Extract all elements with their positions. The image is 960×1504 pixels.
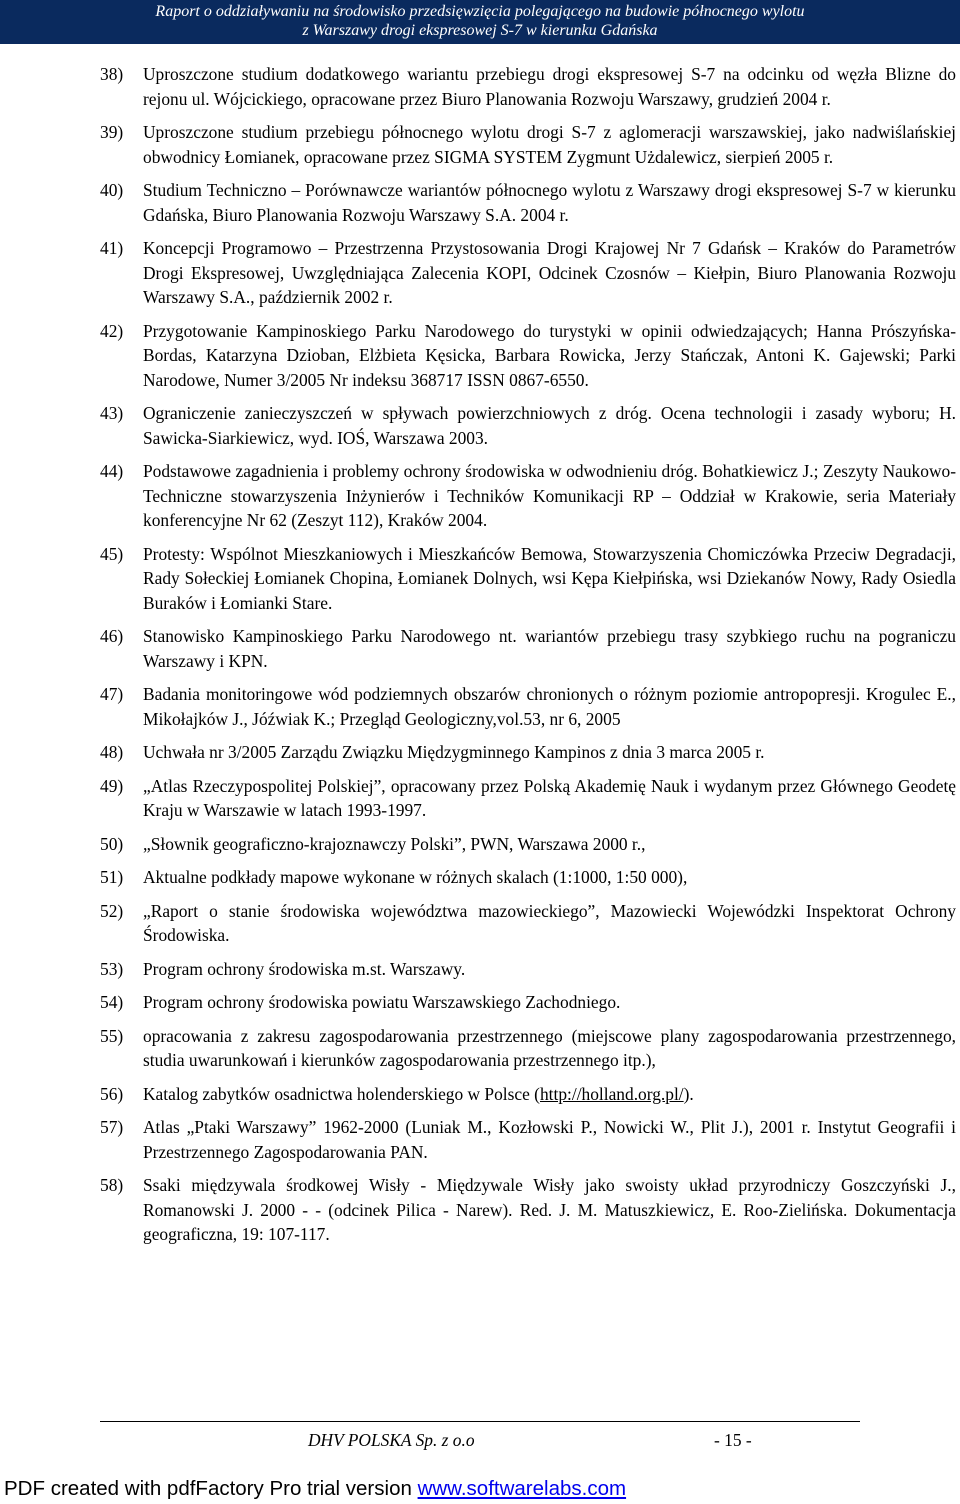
reference-item xyxy=(100,120,956,169)
pdf-creator-banner xyxy=(0,1474,960,1504)
reference-text: Protesty: Wspólnot Mieszkaniowych i Mieszkańców Bemowa, Stowarzyszenia Chomiczówka Przeciw Degradacji, Rady Sołeckiej Łomianek Chopina, Łomianek Dolnych, wsi Kępa Kiełpińska, wsi Dziekanów Nowy, Rady Osiedla Buraków i Łomianki Stare. xyxy=(143,543,956,613)
pdf-banner-text: PDF created with pdfFactory Pro trial version xyxy=(4,1477,418,1500)
reference-text: Ssaki międzywala środkowej Wisły - Międzywale Wisły jako swoisty układ przyrodniczy Goszczyński J., Romanowski J. 2000 - - (odcinek Pilica - Narew). Red. J. M. Matuszkiewicz, E. Roo-Zielińska. Dokumentacja geograficzna, 19: 107-117. xyxy=(143,1175,956,1244)
reference-text: „Słownik geograficzno-krajoznawczy Polski”, PWN, Warszawa 2000 r., xyxy=(143,833,646,854)
reference-item xyxy=(100,401,956,450)
reference-number: 43) xyxy=(100,403,124,423)
reference-item xyxy=(100,542,956,616)
reference-item xyxy=(100,774,956,823)
reference-list xyxy=(100,62,956,1256)
softwarelabs-link[interactable]: www.softwarelabs.com xyxy=(417,1477,627,1500)
reference-item xyxy=(100,865,956,890)
reference-number: 39) xyxy=(100,122,124,142)
reference-number: 41) xyxy=(100,238,124,258)
reference-item xyxy=(100,1024,956,1073)
reference-link[interactable]: http://holland.org.pl/ xyxy=(539,1083,684,1104)
reference-item xyxy=(100,62,956,111)
reference-number: 50) xyxy=(100,833,124,854)
reference-text: Ograniczenie zanieczyszczeń w spływach powierzchniowych z dróg. Ocena technologii i zasady wyboru; H. Sawicka-Siarkiewicz, wyd. IOŚ, Warszawa 2003. xyxy=(143,403,956,448)
reference-number: 46) xyxy=(100,626,124,646)
reference-text: Uproszczone studium przebiegu północnego wylotu drogi S-7 z aglomeracji warszawskiej, jako nadwiślańskiej obwodnicy Łomianek, opracowane przez SIGMA SYSTEM Zygmunt Użdalewicz, sierpień 2005 r. xyxy=(143,122,956,167)
document-header xyxy=(0,0,960,44)
reference-text: Podstawowe zagadnienia i problemy ochrony środowiska w odwodnieniu dróg. Bohatkiewicz J.; Zeszyty Naukowo-Techniczne stowarzyszenia Inżynierów i Techników Komunikacji RP – Oddział w Krakowie, seria Materiały konferencyjne Nr 62 (Zeszyt 112), Kraków 2004. xyxy=(143,461,956,530)
reference-number: 40) xyxy=(100,180,124,200)
reference-text: opracowania z zakresu zagospodarowania przestrzennego (miejscowe plany zagospodarowania przestrzennego, studia uwarunkowań i kierunków zagospodarowania przestrzennego itp.), xyxy=(143,1025,956,1070)
page-number: - 15 - xyxy=(714,1430,752,1450)
reference-item xyxy=(100,990,956,1015)
reference-number: 42) xyxy=(100,320,124,341)
reference-number: 49) xyxy=(100,775,124,796)
reference-text: Aktualne podkłady mapowe wykonane w różnych skalach (1:1000, 1:50 000), xyxy=(143,867,688,887)
reference-number: 54) xyxy=(100,992,124,1012)
reference-number: 47) xyxy=(100,684,124,704)
reference-text-end: ). xyxy=(683,1083,694,1104)
footer-company: DHV POLSKA Sp. z o.o xyxy=(308,1430,475,1450)
reference-item xyxy=(100,740,956,765)
reference-number: 52) xyxy=(100,900,124,921)
reference-item xyxy=(100,236,956,310)
reference-text: Program ochrony środowiska powiatu Warszawskiego Zachodniego. xyxy=(143,992,621,1012)
footer-divider xyxy=(100,1421,860,1422)
reference-number: 53) xyxy=(100,958,124,979)
header-line-1: Raport o oddziaływaniu na środowisko przedsięwzięcia polegającego na budowie północnego wylotu xyxy=(155,3,805,20)
reference-number: 44) xyxy=(100,461,124,481)
reference-number: 48) xyxy=(100,742,124,762)
header-line-2: z Warszawy drogi ekspresowej S-7 w kierunku Gdańska xyxy=(302,22,658,39)
reference-text: „Atlas Rzeczypospolitej Polskiej”, opracowany przez Polską Akademię Nauk i wydanym przez Głównego Geodetę Kraju w Warszawie w latach 1993-1997. xyxy=(143,775,956,820)
reference-number: 38) xyxy=(100,64,124,84)
reference-text: Program ochrony środowiska m.st. Warszawy. xyxy=(143,958,466,979)
reference-item xyxy=(100,957,956,982)
reference-text: Stanowisko Kampinoskiego Parku Narodowego nt. wariantów przebiegu trasy szybkiego ruchu na pograniczu Warszawy i KPN. xyxy=(143,626,956,671)
reference-text: Badania monitoringowe wód podziemnych obszarów chronionych o różnym poziomie antropopresji. Krogulec E., Mikołajków J., Jóźwiak K.; Przegląd Geologiczny,vol.53, nr 6, 2005 xyxy=(143,684,956,729)
reference-text: Atlas „Ptaki Warszawy” 1962-2000 (Luniak M., Kozłowski P., Nowicki W., Plit J.), 2001 r. Instytut Geografii i Przestrzennego Zagospodarowania PAN. xyxy=(143,1117,956,1162)
reference-text: Katalog zabytków osadnictwa holenderskiego w Polsce ( xyxy=(143,1083,540,1104)
reference-item xyxy=(100,682,956,731)
reference-item xyxy=(100,459,956,533)
reference-number: 51) xyxy=(100,867,124,887)
reference-text: Studium Techniczno – Porównawcze wariantów północnego wylotu z Warszawy drogi ekspresowej S-7 w kierunku Gdańska, Biuro Planowania Rozwoju Warszawy S.A. 2004 r. xyxy=(143,180,956,225)
reference-number: 57) xyxy=(100,1117,124,1137)
reference-item xyxy=(100,178,956,227)
reference-item xyxy=(100,832,956,857)
reference-item xyxy=(100,319,956,393)
reference-text: Przygotowanie Kampinoskiego Parku Narodowego do turystyki w opinii odwiedzających; Hanna Prószyńska-Bordas, Katarzyna Dzioban, Elżbieta Kęsicka, Barbara Rowicka, Jerzy Stańczak, Antoni K. Gajewski; Parki Narodowe, Numer 3/2005 Nr indeksu 368717 ISSN 0867-6550. xyxy=(143,320,956,390)
reference-item xyxy=(100,899,956,948)
reference-text: „Raport o stanie środowiska województwa mazowieckiego”, Mazowiecki Wojewódzki Inspektorat Ochrony Środowiska. xyxy=(143,900,956,945)
reference-item xyxy=(100,1082,956,1107)
reference-number: 55) xyxy=(100,1025,124,1046)
reference-number: 45) xyxy=(100,543,124,564)
reference-text: Koncepcji Programowo – Przestrzenna Przystosowania Drogi Krajowej Nr 7 Gdańsk – Kraków do Parametrów Drogi Ekspresowej, Uwzględniająca Zalecenia KOPI, Odcinek Czosnów – Kiełpin, Biuro Planowania Rozwoju Warszawy S.A., październik 2002 r. xyxy=(143,238,956,307)
reference-number: 58) xyxy=(100,1175,124,1195)
reference-item xyxy=(100,1115,956,1164)
reference-item xyxy=(100,1173,956,1247)
reference-text: Uproszczone studium dodatkowego wariantu przebiegu drogi ekspresowej S-7 na odcinku od węzła Blizne do rejonu ul. Wójcickiego, opracowane przez Biuro Planowania Rozwoju Warszawy, grudzień 2004 r. xyxy=(143,64,956,109)
reference-number: 56) xyxy=(100,1083,124,1104)
reference-item xyxy=(100,624,956,673)
reference-text: Uchwała nr 3/2005 Zarządu Związku Międzygminnego Kampinos z dnia 3 marca 2005 r. xyxy=(143,742,765,762)
